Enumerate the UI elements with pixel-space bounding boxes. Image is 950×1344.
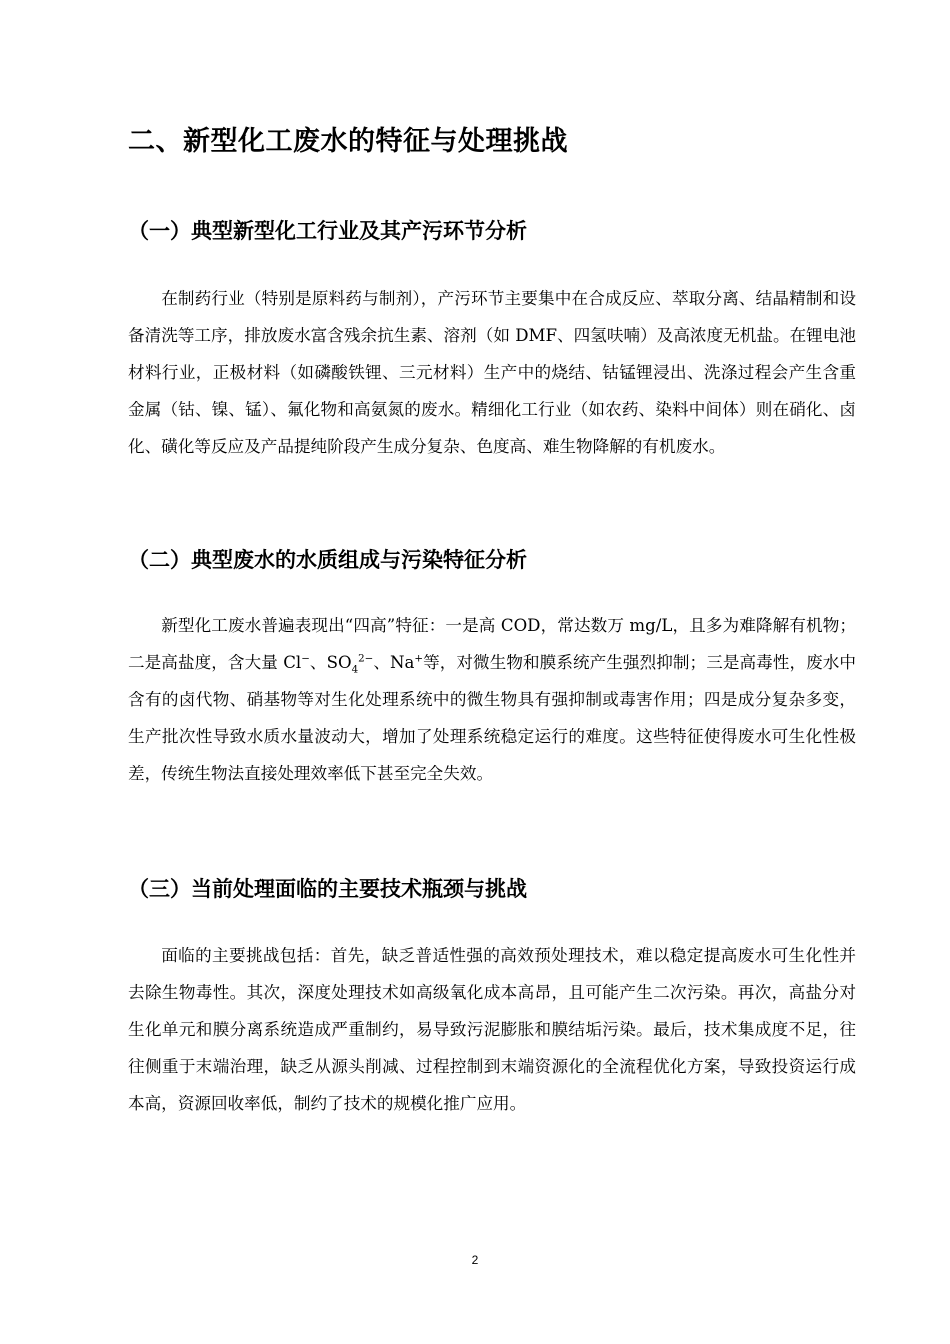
section-paragraph-3: 面临的主要挑战包括：首先，缺乏普适性强的高效预处理技术，难以稳定提高废水可生化性并去除生物毒性。其次，深度处理技术如高级氧化成本高昂，且可能产生二次污染。再次，高盐分对生化单元和膜分离系统造成严重制约，易导致污泥膨胀和膜结垢污染。最后，技术集成度不足，往往侧重于末端治理，缺乏从源头削减、过程控制到末端资源化的全流程优化方案，导致投资运行成本高，资源回收率低，制约了技术的规模化推广应用。 [128,946,856,1113]
section-heading-3: （三）当前处理面临的主要技术瓶颈与挑战 [128,877,527,901]
section-paragraph-1: 在制药行业（特别是原料药与制剂），产污环节主要集中在合成反应、萃取分离、结晶精制和设备清洗等工序，排放废水富含残余抗生素、溶剂（如 DMF、四氢呋喃）及高浓度无机盐。在锂电池材料行业，正极材料（如磷酸铁锂、三元材料）生产中的烧结、钴锰锂浸出、洗涤过程会产生含重金属（钴、镍、锰）、氟化物和高氨氮的废水。精细化工行业（如农药、染料中间体）则在硝化、卤化、磺化等反应及产品提纯阶段产生成分复杂、色度高、难生物降解的有机废水。 [128,289,856,456]
ion-chloride: Cl− [283,652,310,672]
paragraph-text-part: 新型化工废水普遍表现出“四高”特征：一是高 COD，常达数万 mg/L，且多为难降解有机物；二是高盐度，含大量 [128,616,856,672]
section-paragraph-2: 新型化工废水普遍表现出“四高”特征：一是高 COD，常达数万 mg/L，且多为难降解有机物；二是高盐度，含大量 Cl−、$SO_4^{2-}$、Na+等，对微生物和膜系统产生强烈抑制；三是高毒性，废水中含有的卤代物、硝基物等对生化处理系统中的微生物具有强抑制或毒害作用；四是成分复杂多变，生产批次性导致水质水量波动大，增加了处理系统稳定运行的难度。这些特征使得废水可生化性极差，传统生物法直接处理效率低下甚至完全失效。 [128,616,857,783]
section-heading-2: （二）典型废水的水质组成与污染特征分析 [128,548,527,572]
page-title: 二、新型化工废水的特征与处理挑战 [128,126,568,157]
paragraph-text-part: 等，对微生物和膜系统产生强烈抑制；三是高毒性，废水中含有的卤代物、硝基物等对生化处理系统中的微生物具有强抑制或毒害作用；四是成分复杂多变，生产批次性导致水质水量波动大，增加了处理系统稳定运行的难度。这些特征使得废水可生化性极差，传统生物法直接处理效率低下甚至完全失效。 [128,653,857,783]
page-number: 2 [471,1253,479,1267]
section-heading-1: （一）典型新型化工行业及其产污环节分析 [128,219,527,243]
ion-sulfate: $SO_4^{2-}$ [326,652,374,676]
ion-sodium: Na+ [389,652,424,672]
